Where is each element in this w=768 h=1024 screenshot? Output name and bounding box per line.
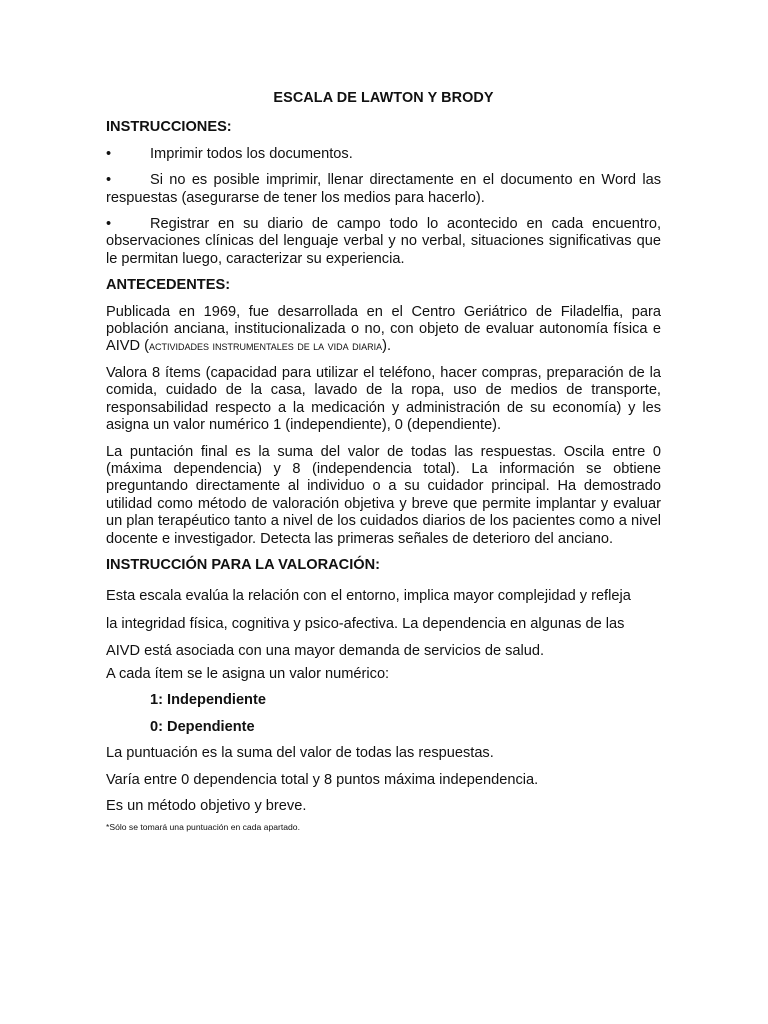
- level-dependiente: 0: Dependiente: [150, 718, 255, 735]
- antecedentes-paragraph-1: [106, 304, 661, 356]
- antecedentes-paragraph-3: La puntación final es la suma del valor de todas las respuestas. Oscila entre 0 (máxima dependencia) y 8 (independencia total). La información se obtiene preguntando directamente al individuo o a su cuidador principal. Ha demostrado utilidad como método de valoración objetiva y breve que permite implantar y evaluar un plan terapéutico tanto a nivel de los cuidados diarios de los pacientes como a nivel docente e investigador. Detecta las primeras señales de deterioro del anciano.: [106, 443, 661, 547]
- instruction-item-1: [106, 146, 661, 163]
- antecedentes-text-end: ).: [382, 338, 391, 355]
- bullet-icon: •: [106, 216, 112, 233]
- level-independiente: 1: Independiente: [150, 692, 266, 709]
- valoracion-heading: INSTRUCCIÓN PARA LA VALORACIÓN:: [106, 556, 381, 573]
- antecedentes-paragraph-2: Valora 8 ítems (capacidad para utilizar el teléfono, hacer compras, preparación de la comida, cuidado de la casa, lavado de la ropa, uso de medios de transporte, responsabilidad respecto a la medicación y administración de su economía) y les asigna un valor numérico 1 (independiente), 0 (dependiente).: [106, 364, 661, 434]
- instruction-text: Registrar en su diario de campo todo lo acontecido en cada encuentro, observaciones clínicas del lenguaje verbal y no verbal, situaciones significativas que le permitan luego, caracterizar su experiencia.: [106, 216, 661, 267]
- valoracion-paragraph-2: A cada ítem se le asigna un valor numérico:: [106, 665, 390, 682]
- bullet-icon: •: [106, 172, 112, 189]
- instrucciones-heading: INSTRUCCIONES:: [106, 119, 232, 136]
- bullet-icon: •: [106, 145, 112, 162]
- valoracion-line: AIVD está asociada con una mayor demanda de servicios de salud.: [106, 642, 545, 659]
- document-page: [106, 90, 661, 833]
- valoracion-line: Esta escala evalúa la relación con el entorno, implica mayor complejidad y refleja: [106, 588, 631, 605]
- valoracion-paragraph-3: La puntuación es la suma del valor de todas las respuestas.: [106, 745, 494, 762]
- valoracion-paragraph-5: Es un método objetivo y breve.: [106, 797, 307, 814]
- aivd-expansion: actividades instrumentales de la vida diaria: [148, 339, 383, 354]
- instruction-item-2: [106, 172, 661, 207]
- valoracion-paragraph-4: Varía entre 0 dependencia total y 8 puntos máxima independencia.: [106, 771, 539, 788]
- instruction-text: Imprimir todos los documentos.: [150, 145, 353, 162]
- instruction-text: Si no es posible imprimir, llenar directamente en el documento en Word las respuestas (asegurarse de tener los medios para hacerlo).: [106, 172, 661, 206]
- document-title: ESCALA DE LAWTON Y BRODY: [273, 90, 494, 106]
- antecedentes-text: Publicada en 1969, fue desarrollada en el Centro Geriátrico de Filadelfia, para población anciana, institucionalizada o no, con objeto de evaluar autonomía física e AIVD (: [106, 303, 661, 355]
- instruction-item-3: [106, 216, 661, 268]
- valoracion-paragraph-1: [106, 583, 661, 665]
- valoracion-line: la integridad física, cognitiva y psico-afectiva. La dependencia en algunas de las: [106, 615, 625, 632]
- antecedentes-heading: ANTECEDENTES:: [106, 277, 231, 294]
- footnote: *Sólo se tomará una puntuación en cada apartado.: [106, 822, 300, 833]
